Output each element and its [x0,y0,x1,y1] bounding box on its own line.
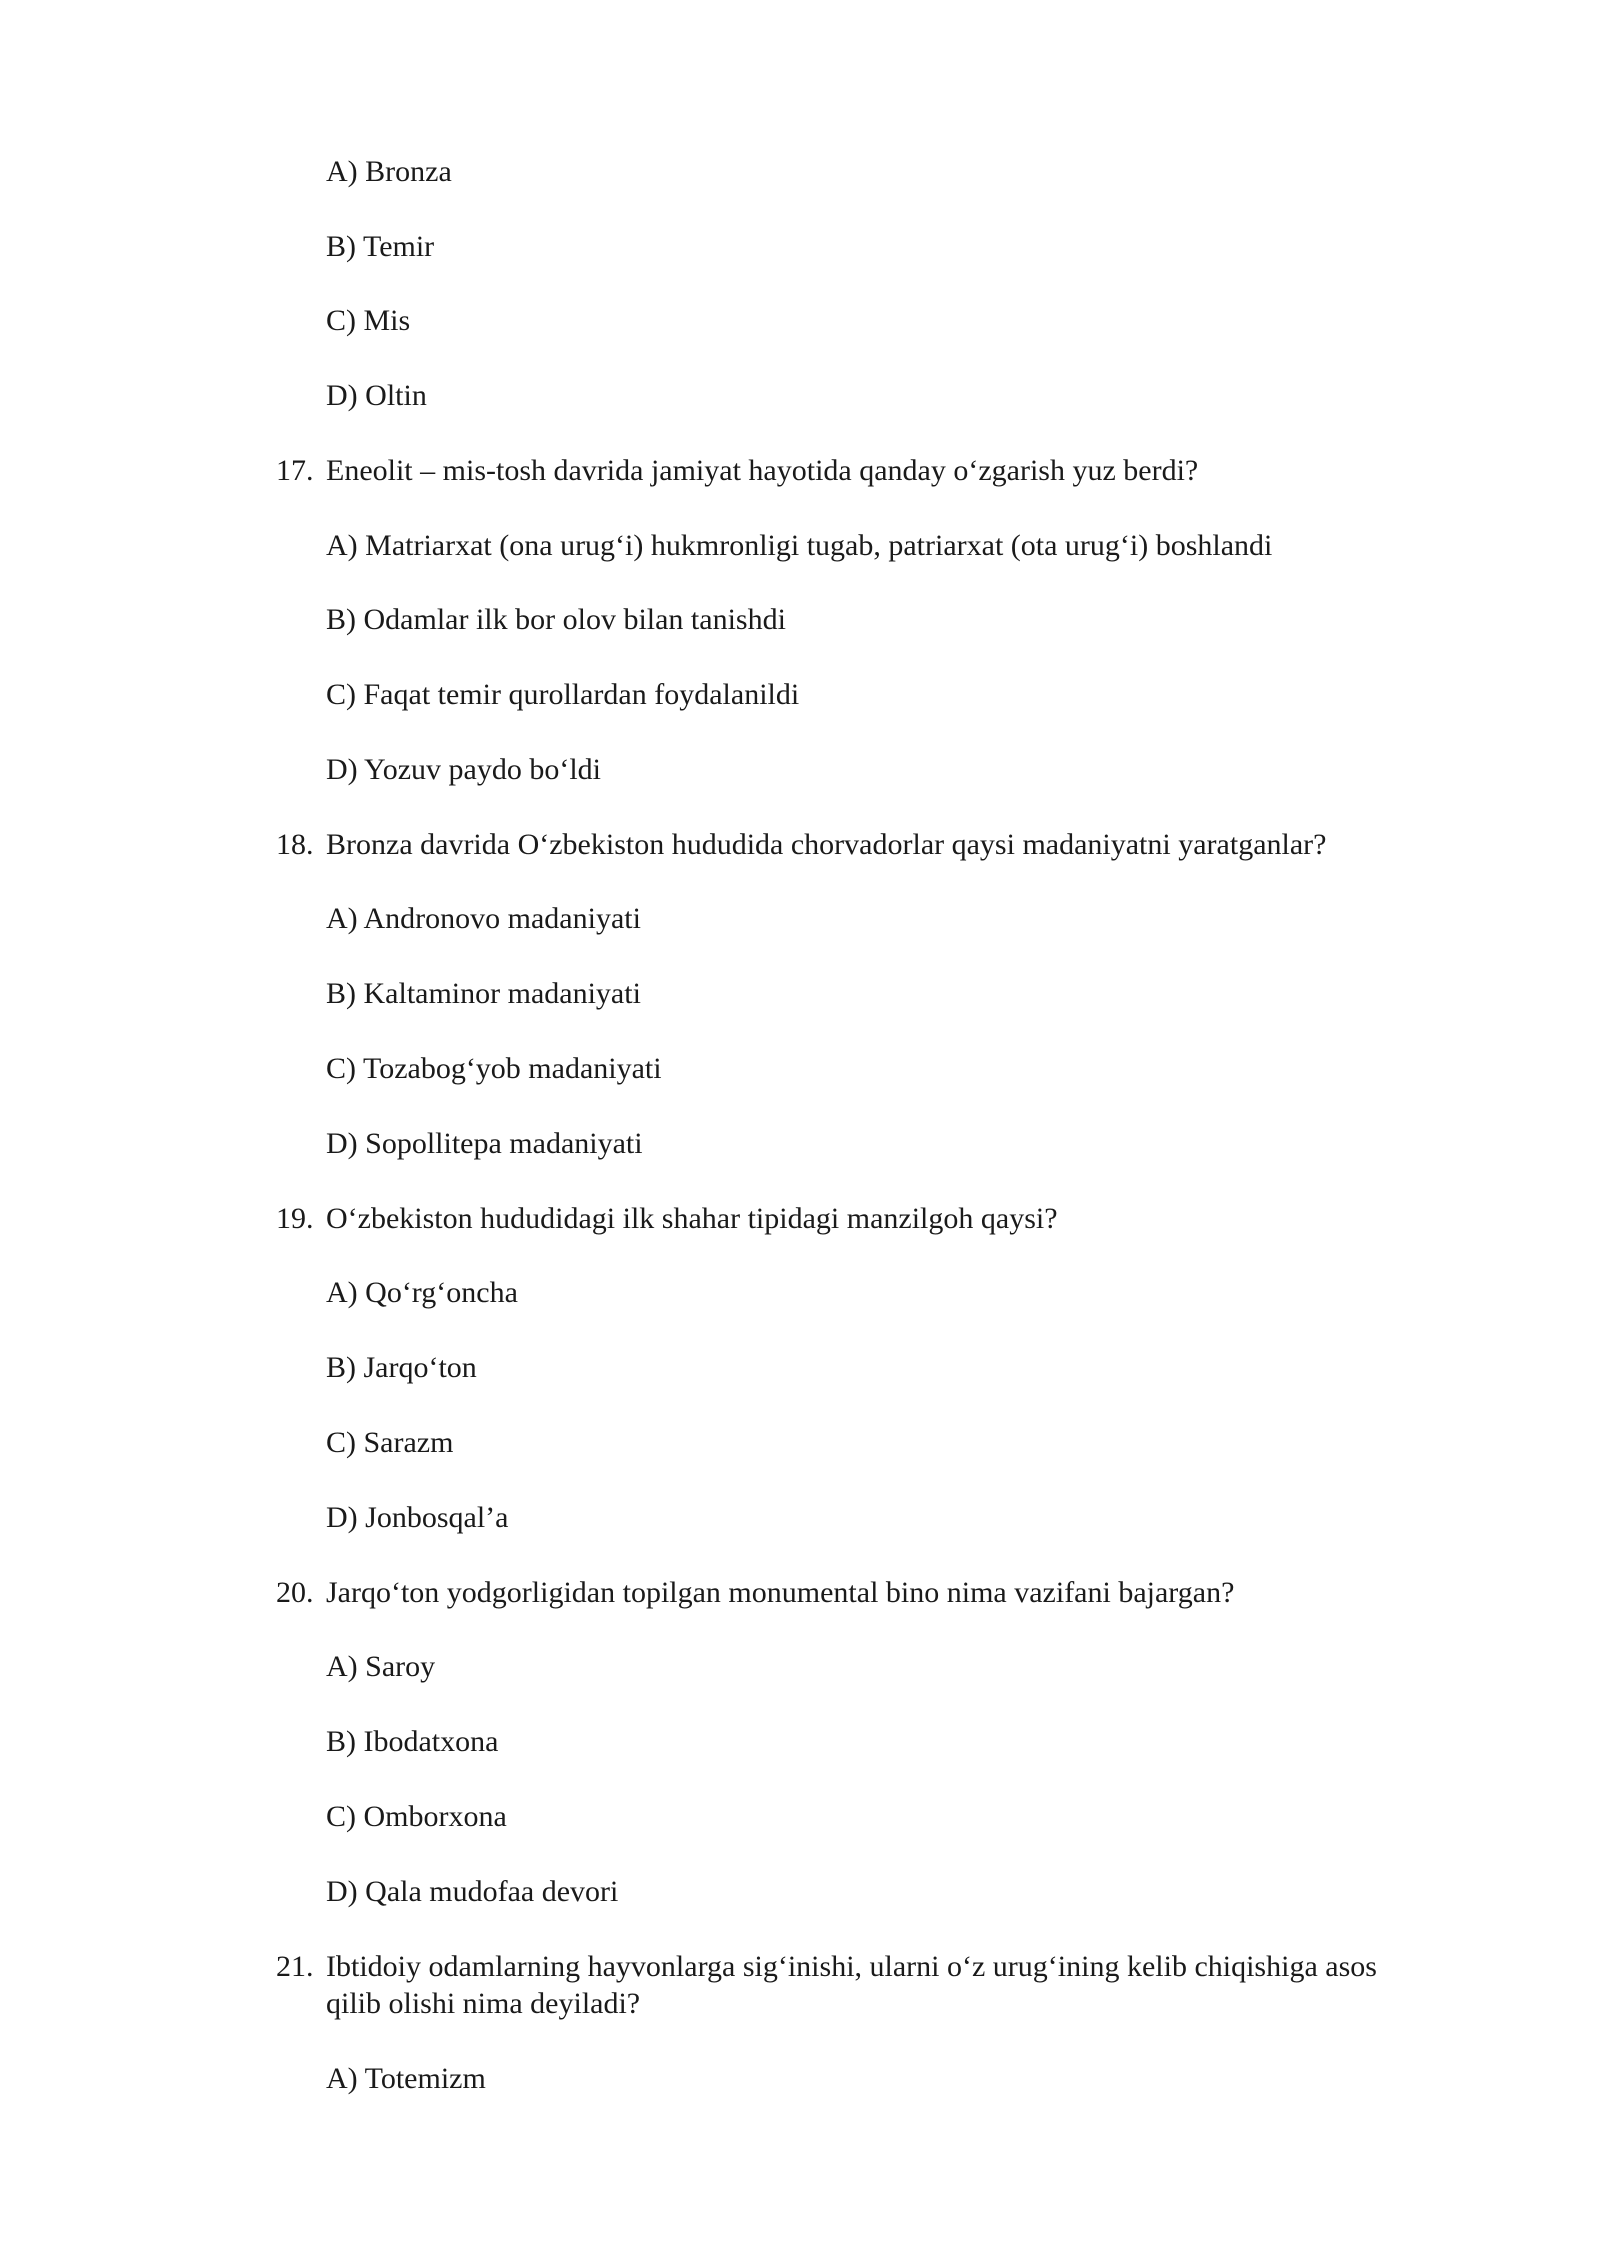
question-text: O‘zbekiston hududidagi ilk shahar tipidagi manzilgoh qaysi? [326,1202,1058,1235]
option-b: B) Kaltaminor madaniyati [326,977,641,1010]
question-number: 21. [276,1950,314,1983]
option-c: C) Faqat temir qurollardan foydalanildi [326,678,800,711]
question-text: Ibtidoiy odamlarning hayvonlarga sig‘inishi, ularni o‘z urug‘ining kelib chiqishiga asos [326,1950,1377,1983]
option-d: D) Jonbosqal’a [326,1501,509,1534]
option-d: D) Sopollitepa madaniyati [326,1127,643,1160]
question-19 [276,1200,1058,1238]
option-a: A) Andronovo madaniyati [326,902,641,935]
option-c: C) Sarazm [326,1426,454,1459]
option-b: B) Odamlar ilk bor olov bilan tanishdi [326,603,786,636]
question-number: 20. [276,1576,314,1609]
option-b: B) Temir [326,230,435,263]
question-20 [276,1574,1234,1612]
question-number: 17. [276,454,314,487]
option-b: B) Ibodatxona [326,1725,499,1758]
option-d: D) Yozuv paydo bo‘ldi [326,753,601,786]
question-text: Jarqo‘ton yodgorligidan topilgan monumental bino nima vazifani bajargan? [326,1576,1235,1609]
question-text: Bronza davrida O‘zbekiston hududida chorvadorlar qaysi madaniyatni yaratganlar? [326,828,1327,861]
question-text: Eneolit – mis-tosh davrida jamiyat hayotida qanday o‘zgarish yuz berdi? [326,454,1199,487]
option-c: C) Mis [326,304,411,337]
question-number: 19. [276,1202,314,1235]
question-number: 18. [276,828,314,861]
option-a: A) Bronza [326,155,452,188]
question-text-continuation: qilib olishi nima deyiladi? [326,1987,641,2020]
option-b: B) Jarqo‘ton [326,1351,477,1384]
option-a: A) Matriarxat (ona urug‘i) hukmronligi tugab, patriarxat (ota urug‘i) boshlandi [326,529,1273,562]
question-17 [276,452,1198,490]
option-d: D) Oltin [326,379,427,412]
option-a: A) Qo‘rg‘oncha [326,1276,518,1309]
question-21 [276,1948,1377,1986]
option-a: A) Totemizm [326,2062,486,2095]
option-c: C) Omborxona [326,1800,507,1833]
option-d: D) Qala mudofaa devori [326,1875,619,1908]
question-18 [276,826,1326,864]
option-c: C) Tozabog‘yob madaniyati [326,1052,662,1085]
option-a: A) Saroy [326,1650,436,1683]
